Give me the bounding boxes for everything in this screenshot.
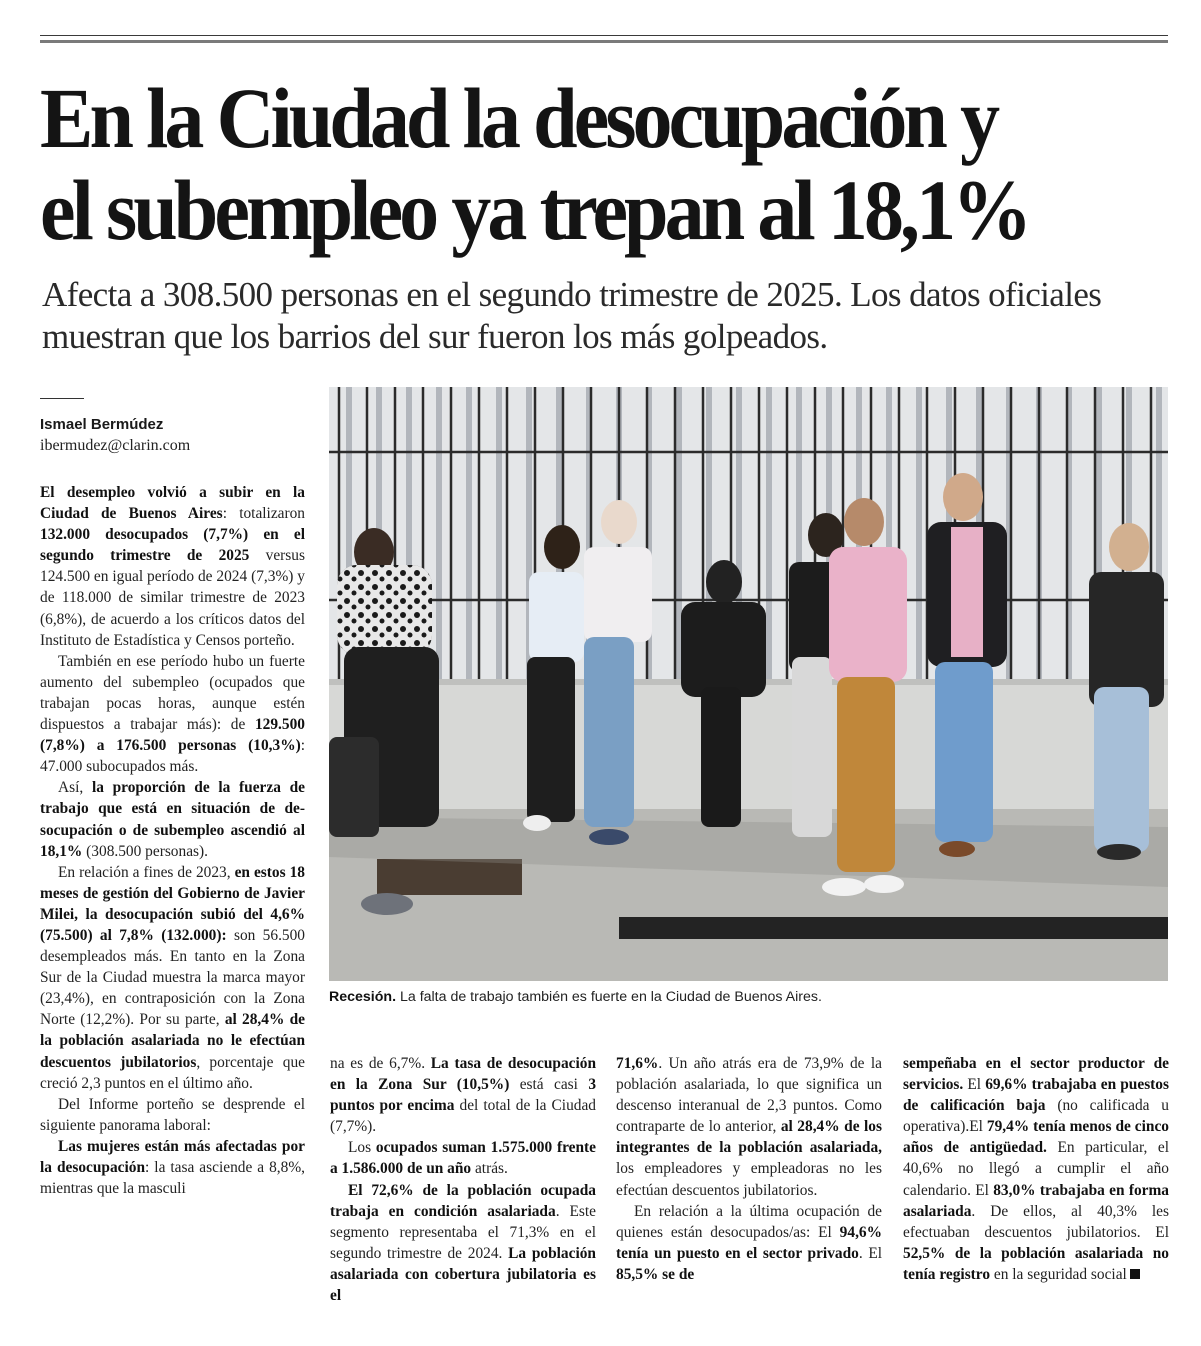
- text: El: [963, 1076, 986, 1094]
- text: está casi: [509, 1076, 589, 1094]
- caption-text: La falta de trabajo también es fuerte en la Ciudad de Buenos Aires.: [396, 989, 822, 1005]
- author-name: Ismael Bermúdez: [40, 416, 164, 433]
- text: na es de 6,7%.: [330, 1055, 431, 1072]
- text: los empleadores y empleadoras no les efectúan descuentos jubilatorios.: [616, 1160, 882, 1199]
- bold-text: 94,6% tenía un puesto en el sector privado: [616, 1223, 882, 1262]
- text: . El: [858, 1244, 882, 1262]
- headline-line-2: el subempleo ya trepan al 18,1%: [40, 162, 1029, 258]
- paragraph: [616, 1053, 882, 1201]
- text: También en ese período hubo un fuerte aumento del subempleo (ocupados que trabajan pocas horas, aunque estén dispuestos a trabajar más): de: [40, 652, 305, 734]
- bold-text: 52,5% de la población asalariada no tenía registro: [903, 1244, 1169, 1283]
- bold-text: sempeñaba en el sector productor de servicios.: [903, 1055, 1169, 1094]
- text: son 56.500 desempleados más. En tanto en la Zona Sur de la Ciudad muestra la marca mayor (23,4%), en contraposición con la Zona Norte (12,2%). Por su parte,: [40, 926, 305, 1029]
- bold-text: 85,5% se de: [616, 1265, 695, 1283]
- author-email[interactable]: ibermudez@clarin.com: [40, 437, 191, 454]
- text: (308.500 personas).: [82, 842, 208, 860]
- paragraph: [616, 1201, 882, 1285]
- text: Así,: [58, 779, 92, 797]
- text: en la seguridad social: [990, 1265, 1127, 1283]
- news-photo: [329, 387, 1168, 981]
- text: . Este segmento representaba el 71,3% en el segundo trimestre de 2024.: [330, 1202, 596, 1262]
- bold-text: El 72,6% de la población ocupada trabaja en condición asalariada: [330, 1181, 596, 1220]
- paragraph: [40, 1136, 305, 1199]
- bold-text: 3 puntos por encima: [330, 1076, 597, 1115]
- text: En relación a fines de 2023,: [58, 863, 235, 881]
- byline-rule: [40, 398, 84, 399]
- end-mark-icon: [1130, 1269, 1140, 1279]
- top-rule-thick: [40, 40, 1168, 43]
- caption-label: Recesión.: [329, 989, 397, 1005]
- bold-text: 69,6% trabajaba en puestos de calificación baja: [903, 1076, 1169, 1115]
- text: . Un año atrás era de 73,9% de la población asalariada, lo que significa un descenso interanual de 2,3 puntos. Como contraparte de lo anterior,: [616, 1055, 882, 1136]
- bold-text: al 28,4% de los integrantes de la población asalariada,: [616, 1118, 882, 1157]
- headline-line-1: En la Ciudad la desocupación y: [40, 70, 997, 166]
- paragraph: [330, 1180, 596, 1307]
- text: En relación a la última ocupación de quienes están desocupados/as: El: [616, 1202, 882, 1241]
- headline: [40, 72, 1091, 256]
- street-grate: [619, 917, 1168, 939]
- bold-text: 71,6%: [616, 1055, 659, 1072]
- text: Los: [348, 1139, 376, 1157]
- text: , porcentaje que creció 2,3 puntos en el último año.: [40, 1053, 305, 1092]
- bold-text: 83,0% trabajaba en forma asalariada: [903, 1181, 1169, 1220]
- text: del total de la Ciudad (7,7%).: [330, 1097, 596, 1136]
- subheadline: Afecta a 308.500 personas en el segundo trimestre de 2025. Los datos oficiales muestran que los barrios del sur fueron los más golpeados.: [42, 275, 1102, 356]
- body-column-3: [616, 1053, 882, 1285]
- text: : 47.000 subocupados más.: [40, 737, 305, 776]
- bold-text: ocupados suman 1.575.000 frente a 1.586.000 de un año: [330, 1139, 597, 1178]
- bold-text: 129.500 (7,8%) a 176.500 personas (10,3%): [40, 716, 305, 755]
- pigeon: [361, 893, 413, 915]
- bold-text: 132.000 desocupados (7,7%) en el segundo trimestre de 2025: [40, 526, 305, 565]
- top-rule: [40, 35, 1168, 36]
- text: En particular, el 40,6% no llegó a cumplir el año calendario. El: [903, 1139, 1169, 1199]
- paragraph: [40, 482, 305, 651]
- bold-text: Las mujeres están más afectadas por la desocupación: [40, 1137, 305, 1176]
- bold-text: 79,4% tenía menos de cinco años de antigüedad.: [903, 1118, 1169, 1157]
- text: atrás.: [471, 1160, 508, 1178]
- text: versus 124.500 en igual período de 2024 (7,3%) y de 118.000 de similar trimestre de 2023 (6,8%), de acuerdo a los críticos datos del Instituto de Estadística y Censos porteño.: [40, 547, 305, 649]
- paragraph: [40, 777, 305, 861]
- paragraph: [330, 1137, 596, 1179]
- paragraph: [903, 1053, 1169, 1285]
- body-column-1: [40, 482, 305, 1199]
- bold-text: La tasa de desocupación en la Zona Sur (10,5%): [330, 1055, 596, 1094]
- body-column-2: [330, 1053, 596, 1306]
- text: . De ellos, al 40,3% les efectuaban descuentos jubilatorios. El: [903, 1202, 1169, 1241]
- text: : la tasa asciende a 8,8%, mientras que la masculi: [40, 1159, 305, 1198]
- bold-text: La población asalariada con cobertura jubilatoria es el: [330, 1244, 596, 1305]
- paragraph: [40, 862, 305, 1094]
- low-wall: [329, 679, 1168, 809]
- text: : totalizaron: [222, 505, 306, 523]
- text: Del Informe porteño se desprende el siguiente panorama laboral:: [40, 1095, 305, 1134]
- text: (no calificada u operativa).El: [903, 1097, 1170, 1136]
- bold-text: al 28,4% de la población asalariada no le efectúan descuentos jubilatorios: [40, 1011, 305, 1071]
- bold-text: El desempleo volvió a subir en la Ciudad de Buenos Aires: [40, 484, 305, 523]
- body-column-4: [903, 1053, 1169, 1285]
- paragraph: [330, 1053, 596, 1137]
- photo-caption: [329, 989, 1169, 1005]
- bold-text: la proporción de la fuerza de trabajo que está en situación de desocupación o de subempleo ascendió al 18,1%: [40, 779, 305, 860]
- paragraph: [40, 651, 305, 778]
- drain-cover: [377, 859, 522, 895]
- paragraph: [40, 1094, 305, 1136]
- photo-people-queue: [329, 387, 1168, 981]
- person-1: [329, 528, 439, 837]
- bold-text: en estos 18 meses de gestión del Gobierno de Javier Milei, la desocupación subió del 4,6% (75.500) al 7,8% (132.000):: [40, 863, 305, 944]
